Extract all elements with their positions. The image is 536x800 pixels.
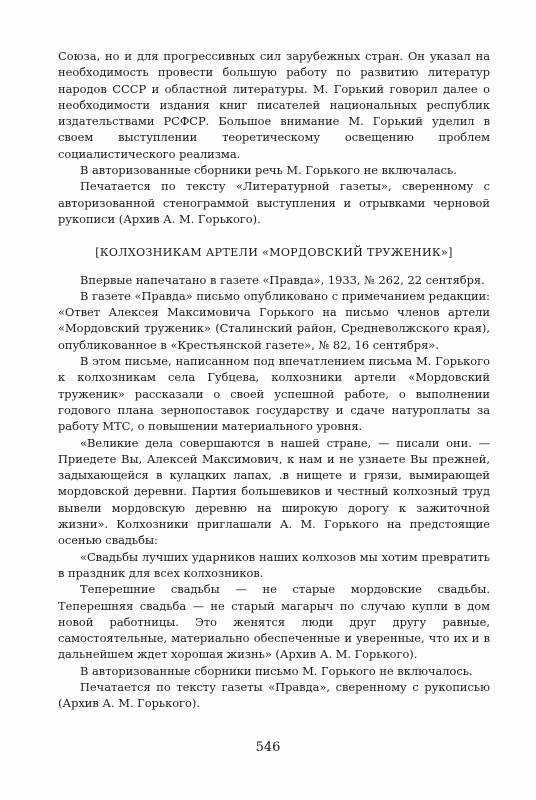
paragraph-speech-source: Печатается по тексту «Литературной газеты», сверенному с авторизованной стенограммой выступления и отрывками черновой рукописи (Архив А. М. Горького).	[58, 179, 490, 226]
paragraph-letter-quote: «Великие дела совершаются в нашей стране, — писали они. — Приедете Вы, Алексей Максимович, к нам и не узнаете Вы прежней, задыхающейся в кулацких лапах, .в нищете и грязи, вымирающей мордовской деревни. Партия большевиков и честный колхозный труд вывели мордовскую деревню на широкую дорогу к зажиточной жизни». Колхозники приглашали А. М. Горького на предстоящие осенью свадьбы:	[58, 435, 490, 548]
paragraph-first-printed: Впервые напечатано в газете «Правда», 1933, № 262, 22 сентября.	[80, 272, 485, 287]
paragraph-letter-source: Печатается по тексту газеты «Правда», сверенному с рукописью (Архив А. М. Горького).	[58, 679, 490, 711]
section-heading: [КОЛХОЗНИКАМ АРТЕЛИ «МОРДОВСКИЙ ТРУЖЕНИК»]	[95, 246, 453, 260]
paragraph-gorky-speech-summary: Союза, но и для прогрессивных сил зарубежных стран. Он указал на необходимость провести большую работу по развитию литератур народов СССР и областной литературы. М. Горький говорил далее о необходимости издания книг писателей национальных республик издательствами РСФСР. Большое внимание М. Горький уделил в своем выступлении теоретическому освещению проблем социалистического реализма.	[58, 49, 490, 161]
paragraph-letter-context: В этом письме, написанном под впечатлением письма М. Горького к колхозникам села Губцева, колхозники артели «Мордовский труженик» рассказали о своей успешной работе, о выполнении годового плана зернопоставок государству и сдаче натуроплаты за работу МТС, о повышении материального уровня.	[58, 354, 490, 434]
page-number: 546	[255, 740, 281, 755]
paragraph-letter-not-included: В авторизованные сборники письмо М. Горького не включалось.	[80, 663, 473, 678]
paragraph-speech-not-included: В авторизованные сборники речь М. Горького не включалась.	[80, 163, 457, 178]
page-body	[58, 48, 490, 712]
paragraph-editorial-note: В газете «Правда» письмо опубликовано с примечанием редакции: «Ответ Алексея Максимовича Горького на письмо членов артели «Мордовский труженик» (Сталинский район, Средневолжского края), опубликованное в «Крестьянской газете», № 82, 16 сентября».	[58, 288, 490, 352]
paragraph-modern-weddings: Теперешние свадьбы — не старые мордовские свадьбы. Теперешняя свадьба — не старый магарыч по случаю купли в дом новой работницы. Это женятся люди друг другу равные, самостоятельные, материально обеспеченные и уверенные, что их и в дальнейшем ждет хорошая жизнь» (Архив А. М. Горького).	[58, 582, 490, 662]
paragraph-weddings-quote: «Свадьбы лучших ударников наших колхозов мы хотим превратить в праздник для всех колхозников.	[58, 549, 490, 580]
